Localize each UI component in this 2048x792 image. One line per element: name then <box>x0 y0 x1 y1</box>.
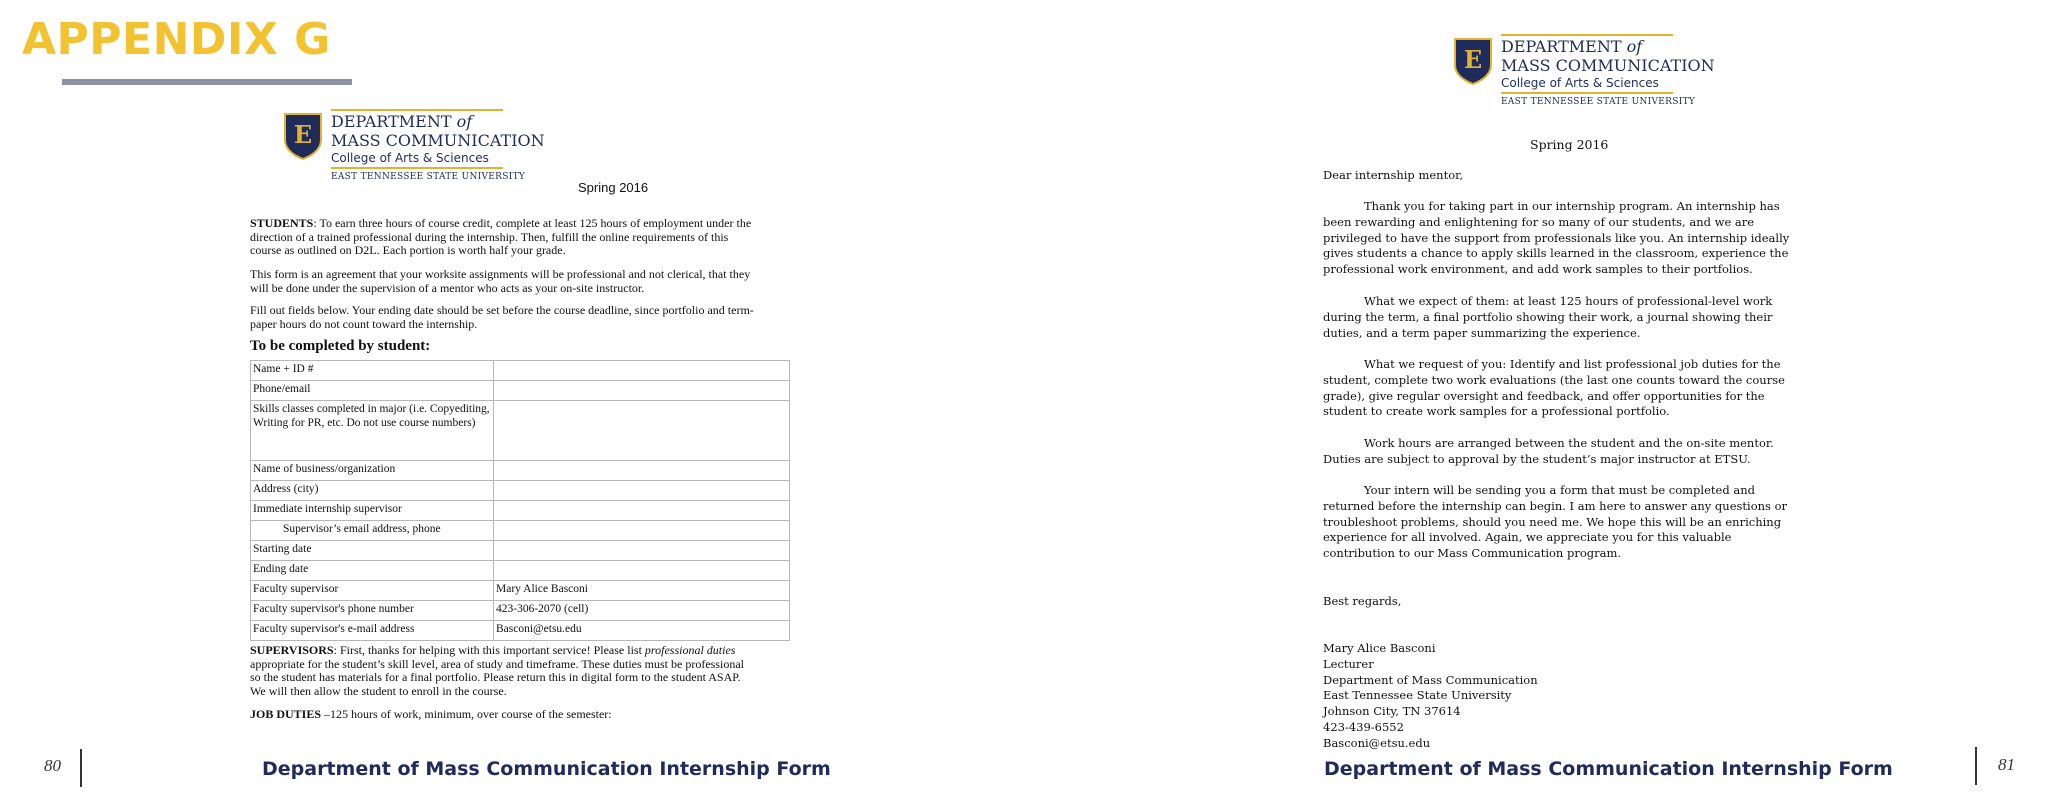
signature-name: Mary Alice Basconi <box>1323 641 1436 655</box>
footer-title: Department of Mass Communication Internship Form <box>1324 758 1893 780</box>
form-label: Faculty supervisor's phone number <box>251 601 494 621</box>
semester-label: Spring 2016 <box>1530 137 1609 152</box>
form-label: Name of business/organization <box>251 461 494 481</box>
form-value-cell[interactable]: Mary Alice Basconi <box>494 581 790 601</box>
job-duties-line: JOB DUTIES –125 hours of work, minimum, over course of the semester: <box>250 707 612 721</box>
letter-paragraph-5: Your intern will be sending you a form that must be completed and returned before the internship can begin. I am here to answer any questions or troubleshoot problems, should you need me. We hope this will be an enriching experience for all involved. Again, we appreciate you for this valuable contribution to our Mass Communication program. <box>1323 483 1788 561</box>
department-logo <box>1453 37 1715 109</box>
letter-salutation: Dear internship mentor, <box>1323 168 1464 182</box>
form-value-cell[interactable] <box>494 521 790 541</box>
form-value-cell[interactable] <box>494 401 790 461</box>
form-label: Supervisor’s email address, phone <box>251 521 494 541</box>
department-logo <box>283 112 545 184</box>
signature-email: Basconi@etsu.edu <box>1323 735 1431 750</box>
table-row <box>251 601 790 621</box>
logo-line-department: DEPARTMENT of <box>1501 37 1643 56</box>
form-label: Skills classes completed in major (i.e. Copyediting, Writing for PR, etc. Do not use course numbers) <box>251 401 494 461</box>
table-row <box>251 561 790 581</box>
footer-title: Department of Mass Communication Internship Form <box>262 758 831 780</box>
table-row <box>251 461 790 481</box>
form-value-cell[interactable] <box>494 361 790 381</box>
table-row <box>251 541 790 561</box>
internship-form-table <box>250 360 790 641</box>
supervisors-paragraph: SUPERVISORS: First, thanks for helping with this important service! Please list professional duties appropriate for the student’s skill level, area of study and timeframe. These duties must be professional so the student has materials for a final portfolio. Please return this in digital form to the student ASAP. We will then allow the student to enroll in the course. <box>250 643 744 698</box>
signature-department: Department of Mass Communication <box>1323 672 1538 687</box>
form-value-cell[interactable] <box>494 461 790 481</box>
form-label: Immediate internship supervisor <box>251 501 494 521</box>
logo-line-college: College of Arts & Sciences <box>1501 76 1659 90</box>
form-value-cell[interactable] <box>494 501 790 521</box>
supervisors-label: SUPERVISORS <box>250 643 334 657</box>
form-value-cell[interactable]: 423-306-2070 (cell) <box>494 601 790 621</box>
logo-line-mass-communication: MASS COMMUNICATION <box>331 131 545 150</box>
form-label: Ending date <box>251 561 494 581</box>
form-value-cell[interactable] <box>494 381 790 401</box>
table-row <box>251 521 790 541</box>
form-label: Faculty supervisor's e-mail address <box>251 621 494 641</box>
footer-divider <box>80 749 82 787</box>
fill-out-paragraph: Fill out fields below. Your ending date should be set before the course deadline, since portfolio and term-paper hours do not count toward the internship. <box>250 303 754 331</box>
table-row <box>251 381 790 401</box>
form-value-cell[interactable] <box>494 561 790 581</box>
signature-phone: 423-439-6552 <box>1323 719 1404 734</box>
signature-university: East Tennessee State University <box>1323 688 1512 703</box>
logo-line-college: College of Arts & Sciences <box>331 151 489 165</box>
letter-paragraph-2: What we expect of them: at least 125 hours of professional-level work during the term, a final portfolio showing their work, a journal showing their duties, and a term paper summarizing the experience. <box>1323 294 1773 340</box>
students-label: STUDENTS <box>250 216 314 230</box>
appendix-title: APPENDIX G <box>22 14 331 65</box>
page-number: 81 <box>1998 755 2015 774</box>
table-row <box>251 581 790 601</box>
signature-block <box>1323 641 1538 752</box>
table-row <box>251 621 790 641</box>
letter-paragraph-1: Thank you for taking part in our internship program. An internship has been rewarding and enlightening for so many of our students, and we are privileged to have the support from professionals like you. An internship ideally gives students a chance to apply skills learned in the classroom, experience the professional work environment, and add work samples to their portfolios. <box>1323 199 1790 277</box>
form-value-cell[interactable] <box>494 481 790 501</box>
etsu-shield-icon <box>1453 37 1493 85</box>
table-row <box>251 401 790 461</box>
letter-paragraph-3: What we request of you: Identify and list professional job duties for the student, complete two work evaluations (the last one counts toward the course grade), give regular oversight and feedback, and offer opportunities for the student to create work samples for a professional portfolio. <box>1323 357 1785 419</box>
form-label: Faculty supervisor <box>251 581 494 601</box>
student-section-heading: To be completed by student: <box>250 338 431 354</box>
form-value-cell[interactable]: Basconi@etsu.edu <box>494 621 790 641</box>
footer-divider <box>1975 747 1977 785</box>
semester-label: Spring 2016 <box>578 180 649 195</box>
svg-text:E: E <box>293 120 313 149</box>
job-duties-label: JOB DUTIES <box>250 707 322 721</box>
form-value-cell[interactable] <box>494 541 790 561</box>
signature-city: Johnson City, TN 37614 <box>1323 704 1461 719</box>
form-label: Starting date <box>251 541 494 561</box>
logo-line-university: EAST TENNESSEE STATE UNIVERSITY <box>1501 97 1696 107</box>
letter-closing: Best regards, <box>1323 594 1402 608</box>
etsu-shield-icon <box>283 112 323 160</box>
table-row <box>251 361 790 381</box>
form-label: Address (city) <box>251 481 494 501</box>
table-row <box>251 501 790 521</box>
logo-line-mass-communication: MASS COMMUNICATION <box>1501 56 1715 75</box>
students-paragraph: STUDENTS: To earn three hours of course credit, complete at least 125 hours of employment under the direction of a trained professional during the internship. Then, fulfill the online requirements of this course as outlined on D2L. Each portion is worth half your grade. <box>250 216 752 257</box>
table-row <box>251 481 790 501</box>
page-number: 80 <box>44 756 61 775</box>
letter-paragraph-4: Work hours are arranged between the student and the on-site mentor. Duties are subject to approval by the student’s major instructor at ETSU. <box>1323 436 1774 466</box>
agreement-paragraph: This form is an agreement that your worksite assignments will be professional and not clerical, that they will be done under the supervision of a mentor who acts as your on-site instructor. <box>250 267 751 295</box>
form-label: Name + ID # <box>251 361 494 381</box>
signature-title: Lecturer <box>1323 656 1374 671</box>
logo-line-department: DEPARTMENT of <box>331 112 473 131</box>
logo-line-university: EAST TENNESSEE STATE UNIVERSITY <box>331 172 526 182</box>
appendix-divider <box>62 79 352 85</box>
svg-text:E: E <box>1463 45 1483 74</box>
form-label: Phone/email <box>251 381 494 401</box>
